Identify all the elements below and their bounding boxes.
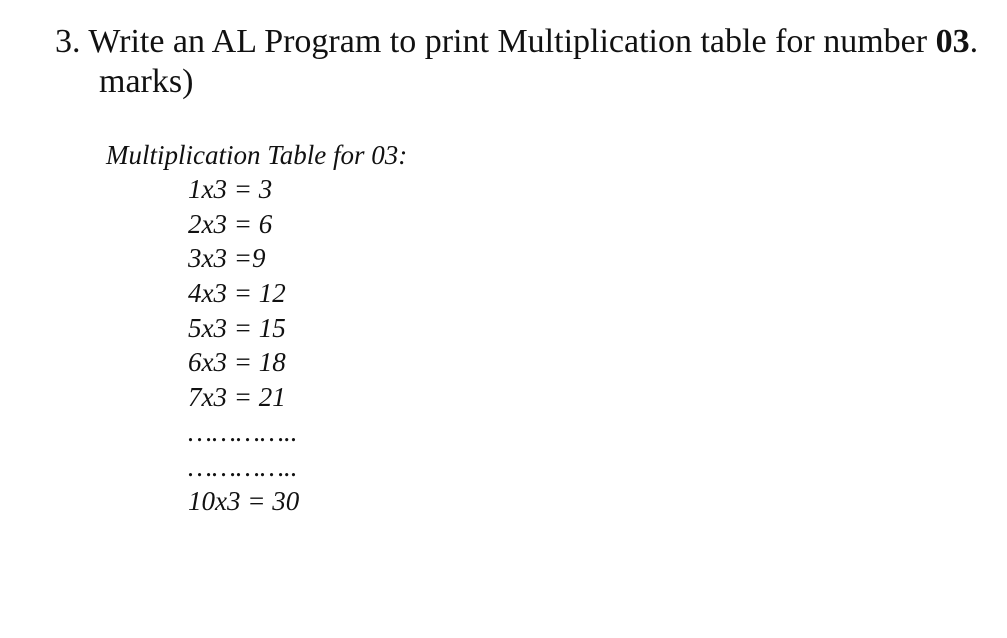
question-trailing: . — [969, 23, 979, 60]
table-title: Multiplication Table for 03: — [106, 140, 408, 170]
table-row-ellipsis: ………….. — [188, 451, 298, 482]
table-row: 1x3 = 3 — [188, 174, 273, 204]
table-row: 10x3 = 30 — [188, 486, 300, 517]
table-row: 4x3 = 12 — [188, 278, 286, 309]
question-line-1 — [55, 22, 1007, 62]
question-number: 3. — [55, 23, 81, 60]
table-row-ellipsis: ………….. — [188, 416, 298, 447]
multiplication-table — [188, 172, 299, 519]
table-row: 3x3 =9 — [188, 243, 266, 274]
question-bold-number: 03 — [935, 23, 970, 60]
table-row: 5x3 = 15 — [188, 312, 286, 343]
table-row: 6x3 = 18 — [188, 347, 286, 378]
table-row: 2x3 = 6 — [188, 208, 273, 239]
table-row: 7x3 = 21 — [188, 382, 286, 413]
question-text: Write an AL Program to print Multiplication table for number — [88, 23, 928, 60]
question — [55, 22, 1007, 102]
question-continuation: marks) — [99, 63, 194, 100]
